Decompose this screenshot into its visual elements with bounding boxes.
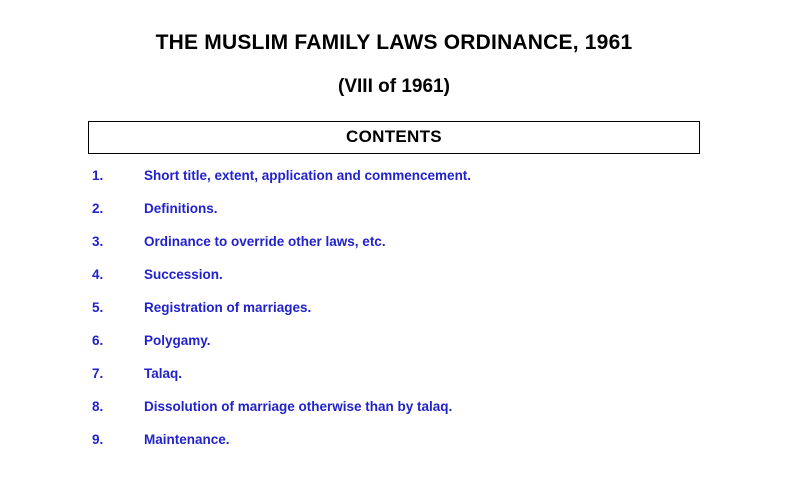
toc-entry-6[interactable] <box>0 333 788 348</box>
toc-entry-label[interactable]: Maintenance. <box>144 431 230 447</box>
toc-entry-number: 3. <box>92 233 104 249</box>
toc-entry-label[interactable]: Succession. <box>144 266 223 282</box>
toc-entry-1[interactable] <box>0 168 788 183</box>
toc-entry-3[interactable] <box>0 234 788 249</box>
toc-entry-9[interactable] <box>0 432 788 447</box>
toc-entry-number: 9. <box>92 431 104 447</box>
toc-entry-number: 4. <box>92 266 104 282</box>
contents-heading-label: CONTENTS <box>346 126 442 146</box>
document-title: THE MUSLIM FAMILY LAWS ORDINANCE, 1961 <box>155 31 633 54</box>
toc-entry-number: 1. <box>92 167 104 183</box>
toc-entry-number: 5. <box>92 299 104 315</box>
toc-entry-7[interactable] <box>0 366 788 381</box>
toc-entry-5[interactable] <box>0 300 788 315</box>
document-subtitle: (VIII of 1961) <box>338 76 450 98</box>
contents-heading-box <box>88 121 700 154</box>
toc-entry-number: 2. <box>92 200 104 216</box>
toc-entry-number: 6. <box>92 332 104 348</box>
toc-entry-label[interactable]: Talaq. <box>144 365 183 381</box>
toc-entry-label[interactable]: Registration of marriages. <box>144 299 312 315</box>
toc-entry-label[interactable]: Definitions. <box>144 200 218 216</box>
document-page <box>0 30 788 487</box>
toc-entry-number: 8. <box>92 398 104 414</box>
toc-entry-label[interactable]: Polygamy. <box>144 332 211 348</box>
toc-entry-8[interactable] <box>0 399 788 414</box>
toc-entry-2[interactable] <box>0 201 788 216</box>
toc-entry-label[interactable]: Ordinance to override other laws, etc. <box>144 233 386 249</box>
table-of-contents <box>0 168 788 447</box>
toc-entry-4[interactable] <box>0 267 788 282</box>
toc-entry-number: 7. <box>92 365 104 381</box>
toc-entry-label[interactable]: Short title, extent, application and commencement. <box>144 167 472 183</box>
toc-entry-label[interactable]: Dissolution of marriage otherwise than by talaq. <box>144 398 453 414</box>
